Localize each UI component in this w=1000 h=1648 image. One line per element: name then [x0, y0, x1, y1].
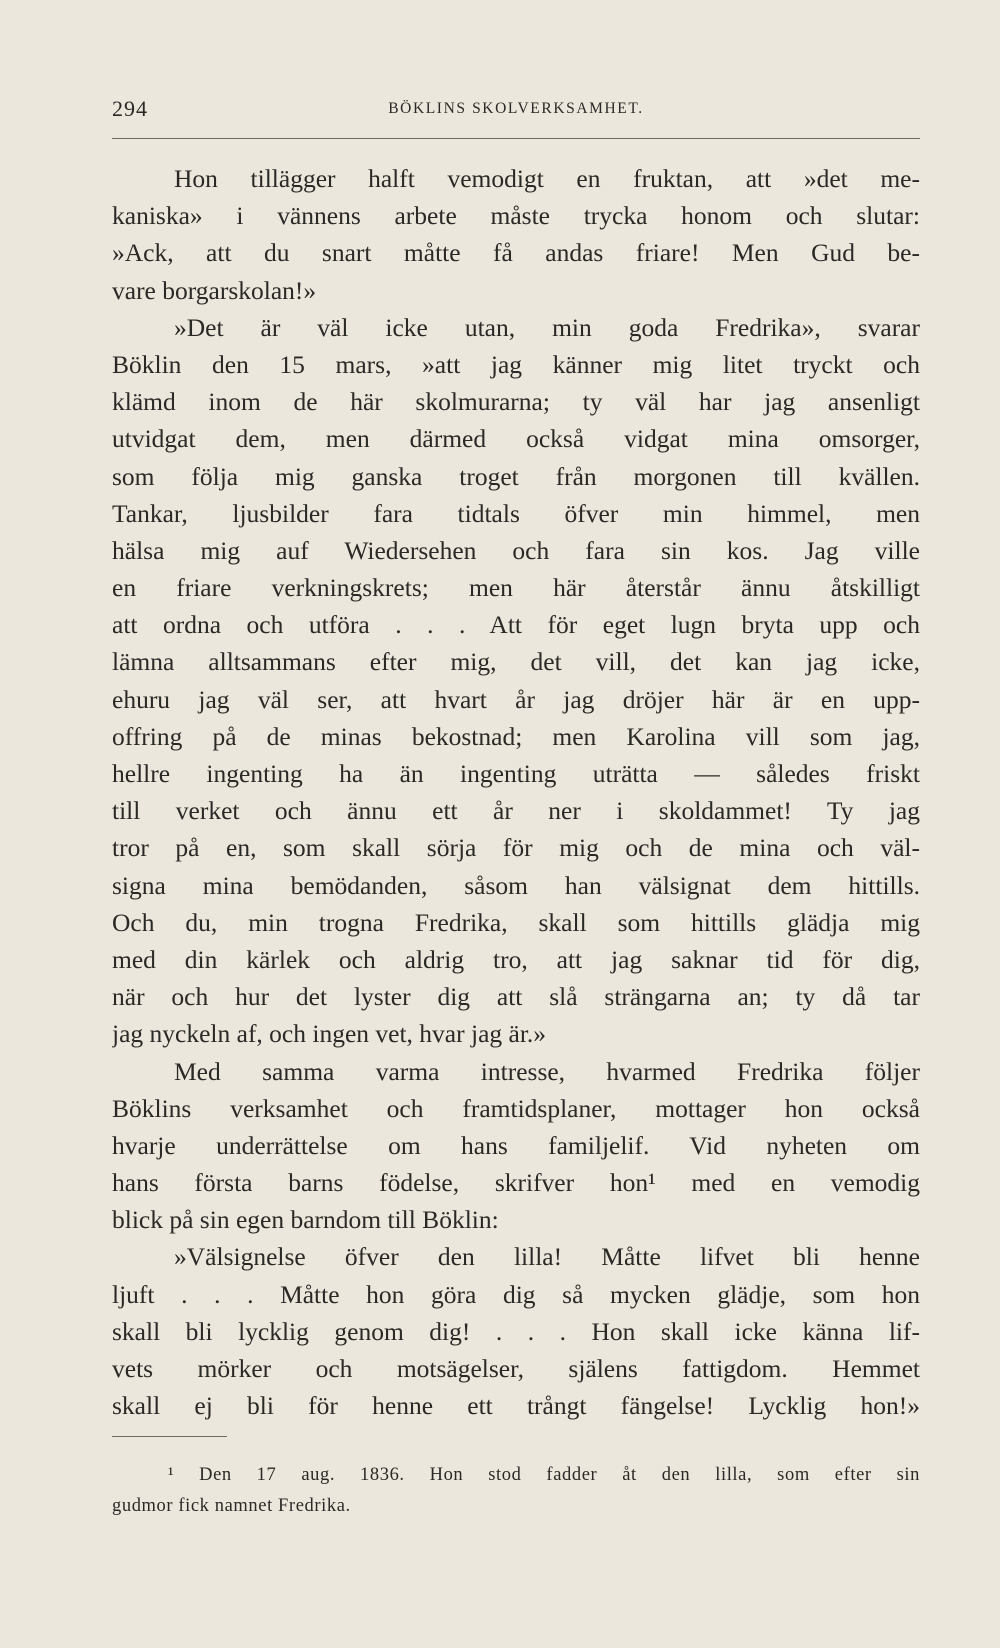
- text-line: »Välsignelse öfver den lilla! Måtte lifvet bli henne: [174, 1242, 920, 1272]
- text-line: Med samma varma intresse, hvarmed Fredrika följer: [174, 1056, 920, 1086]
- text-line: hellre ingenting ha än ingenting uträtta — således friskt: [112, 759, 920, 788]
- page-number: 294: [112, 96, 148, 121]
- text-line: en friare verkningskrets; men här återstår ännu åtskilligt: [112, 573, 920, 603]
- text-line: till verket och ännu ett år ner i skoldammet! Ty jag: [112, 796, 920, 826]
- text-line: vare borgarskolan!»: [112, 275, 317, 305]
- text-line: skall bli lycklig genom dig! . . . Hon skall icke känna lif-: [112, 1316, 920, 1346]
- text-line: Böklin den 15 mars, »att jag känner mig litet tryckt och: [112, 349, 920, 379]
- footnote-line: gudmor fick namnet Fredrika.: [112, 1496, 351, 1516]
- page-header: [112, 96, 920, 126]
- text-line: Böklins verksamhet och framtidsplaner, mottager hon också: [112, 1093, 920, 1123]
- text-line: vets mörker och motsägelser, själens fattigdom. Hemmet: [112, 1354, 920, 1383]
- text-line: jag nyckeln af, och ingen vet, hvar jag är.»: [112, 1019, 547, 1049]
- text-line: som följa mig ganska troget från morgonen till kvällen.: [112, 461, 920, 491]
- text-line: signa mina bemödanden, såsom han välsignat dem hittills.: [112, 870, 920, 900]
- text-line: offring på de minas bekostnad; men Karolina vill som jag,: [112, 721, 920, 751]
- running-head: BÖKLINS SKOLVERKSAMHET.: [388, 100, 644, 117]
- text-line: Och du, min trogna Fredrika, skall som hittills glädja mig: [112, 907, 920, 937]
- text-line: Hon tillägger halft vemodigt en fruktan, att »det me-: [174, 164, 920, 193]
- text-line: tror på en, som skall sörja för mig och de mina och väl-: [112, 833, 920, 863]
- text-line: lämna alltsammans efter mig, det vill, det kan jag icke,: [112, 647, 920, 677]
- text-line: hvarje underrättelse om hans familjelif. Vid nyheten om: [112, 1130, 920, 1160]
- footnote-rule: [112, 1436, 227, 1437]
- text-line: ljuft . . . Måtte hon göra dig så mycken glädje, som hon: [112, 1279, 920, 1309]
- text-line: ehuru jag väl ser, att hvart år jag dröjer här är en upp-: [112, 684, 920, 714]
- text-line: att ordna och utföra . . . Att för eget lugn bryta upp och: [112, 610, 920, 640]
- text-line: hälsa mig auf Wiedersehen och fara sin kos. Jag ville: [112, 535, 920, 565]
- text-line: blick på sin egen barndom till Böklin:: [112, 1205, 499, 1235]
- text-line: utvidgat dem, men därmed också vidgat mina omsorger,: [112, 424, 920, 454]
- footnotes: [112, 1460, 920, 1522]
- text-line: klämd inom de här skolmurarna; ty väl har jag ansenligt: [112, 387, 920, 417]
- text-line: hans första barns födelse, skrifver hon¹ med en vemodig: [112, 1168, 920, 1198]
- text-line: när och hur det lyster dig att slå strängarna an; ty då tar: [112, 982, 920, 1012]
- text-line: med din kärlek och aldrig tro, att jag saknar tid för dig,: [112, 944, 920, 974]
- text-line: »Ack, att du snart måtte få andas friare! Men Gud be-: [112, 238, 920, 268]
- body-text: [112, 160, 920, 1424]
- text-line: Tankar, ljusbilder fara tidtals öfver min himmel, men: [112, 498, 920, 528]
- text-line: »Det är väl icke utan, min goda Fredrika», svarar: [174, 312, 920, 342]
- text-line: kaniska» i vännens arbete måste trycka honom och slutar:: [112, 201, 920, 231]
- header-rule: [112, 138, 920, 139]
- text-line: skall ej bli för henne ett trångt fängelse! Lycklig hon!»: [112, 1391, 920, 1421]
- footnote-line: ¹ Den 17 aug. 1836. Hon stod fadder åt den lilla, som efter sin: [168, 1465, 920, 1485]
